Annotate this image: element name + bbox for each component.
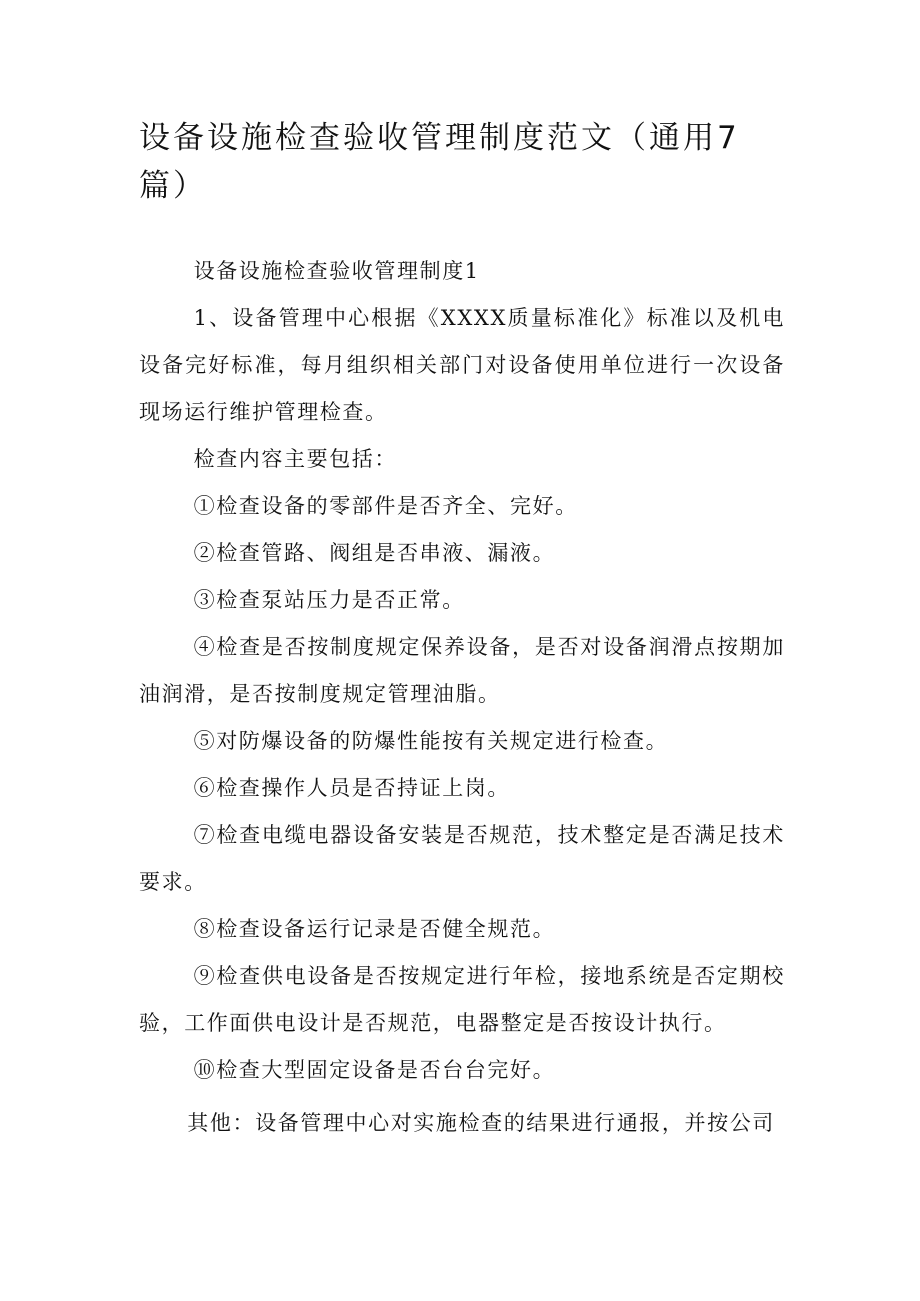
- paragraph: ⑥检查操作人员是否持证上岗。: [193, 776, 510, 800]
- section-heading: 设备设施检查验收管理制度1: [193, 259, 480, 283]
- paragraph: ②检查管路、阀组是否串液、漏液。: [193, 541, 556, 565]
- paragraph: ⑦检查电缆电器设备安装是否规范，技术整定是否满足技术要求。: [139, 823, 785, 894]
- paragraph: ④检查是否按制度规定保养设备，是否对设备润滑点按期加油润滑，是否按制度规定管理油脂。: [139, 635, 785, 706]
- paragraph: ⑤对防爆设备的防爆性能按有关规定进行检查。: [193, 729, 669, 753]
- paragraph: ⑩检查大型固定设备是否台台完好。: [193, 1058, 556, 1082]
- paragraph: 检查内容主要包括：: [193, 447, 397, 471]
- document-title: 设备设施检查验收管理制度范文（通用7篇）: [139, 120, 740, 204]
- closing-paragraph: 其他：设备管理中心对实施检查的结果进行通报，并按公司: [187, 1111, 775, 1135]
- paragraph: ③检查泵站压力是否正常。: [193, 588, 465, 612]
- paragraph: ①检查设备的零部件是否齐全、完好。: [193, 494, 578, 518]
- document-body: [139, 248, 785, 1147]
- paragraph: ⑨检查供电设备是否按规定进行年检，接地系统是否定期校验，工作面供电设计是否规范，电器整定是否按设计执行。: [139, 964, 785, 1035]
- paragraph: ⑧检查设备运行记录是否健全规范。: [193, 917, 556, 941]
- paragraph: 1、设备管理中心根据《XXXX质量标准化》标准以及机电设备完好标准，每月组织相关部门对设备使用单位进行一次设备现场运行维护管理检查。: [139, 306, 785, 424]
